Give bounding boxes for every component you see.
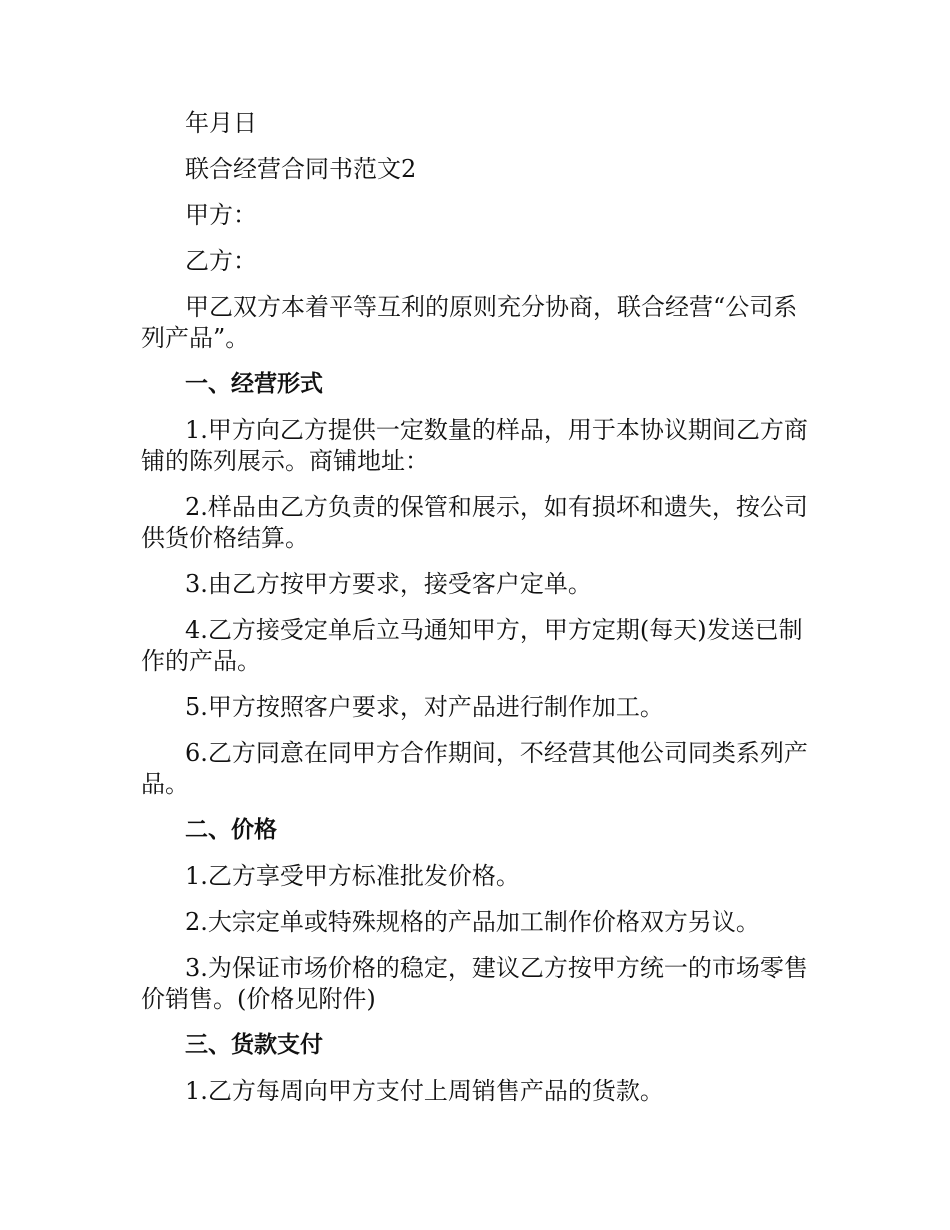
clause-1-2: 2.样品由乙方负责的保管和展示，如有损坏和遗失，按公司供货价格结算。 <box>141 493 808 552</box>
document-title: 联合经营合同书范文2 <box>185 155 417 183</box>
clause-1-4: 4.乙方接受定单后立马通知甲方，甲方定期(每天)发送已制作的产品。 <box>141 616 803 675</box>
section-heading-price: 二、价格 <box>185 817 277 843</box>
clause-1-6: 6.乙方同意在同甲方合作期间，不经营其他公司同类系列产品。 <box>141 739 808 798</box>
clause-2-2: 2.大宗定单或特殊规格的产品加工制作价格双方另议。 <box>185 908 760 936</box>
section-heading-payment: 三、货款支付 <box>185 1032 323 1058</box>
document-body <box>141 108 811 1122</box>
clause-1-3: 3.由乙方按甲方要求，接受客户定单。 <box>185 570 592 598</box>
clause-3-1: 1.乙方每周向甲方支付上周销售产品的货款。 <box>185 1077 664 1105</box>
section-heading-business-form: 一、经营形式 <box>185 371 323 397</box>
clause-2-1: 1.乙方享受甲方标准批发价格。 <box>185 862 520 890</box>
preamble-paragraph: 甲乙双方本着平等互利的原则充分协商，联合经营“公司系列产品”。 <box>141 293 798 352</box>
date-line: 年月日 <box>185 109 257 137</box>
party-b-line: 乙方： <box>185 247 257 275</box>
clause-1-5: 5.甲方按照客户要求，对产品进行制作加工。 <box>185 693 664 721</box>
clause-1-1: 1.甲方向乙方提供一定数量的样品，用于本协议期间乙方商铺的陈列展示。商铺地址： <box>141 416 808 475</box>
clause-2-3: 3.为保证市场价格的稳定，建议乙方按甲方统一的市场零售价销售。(价格见附件) <box>141 954 808 1013</box>
party-a-line: 甲方： <box>185 201 257 229</box>
